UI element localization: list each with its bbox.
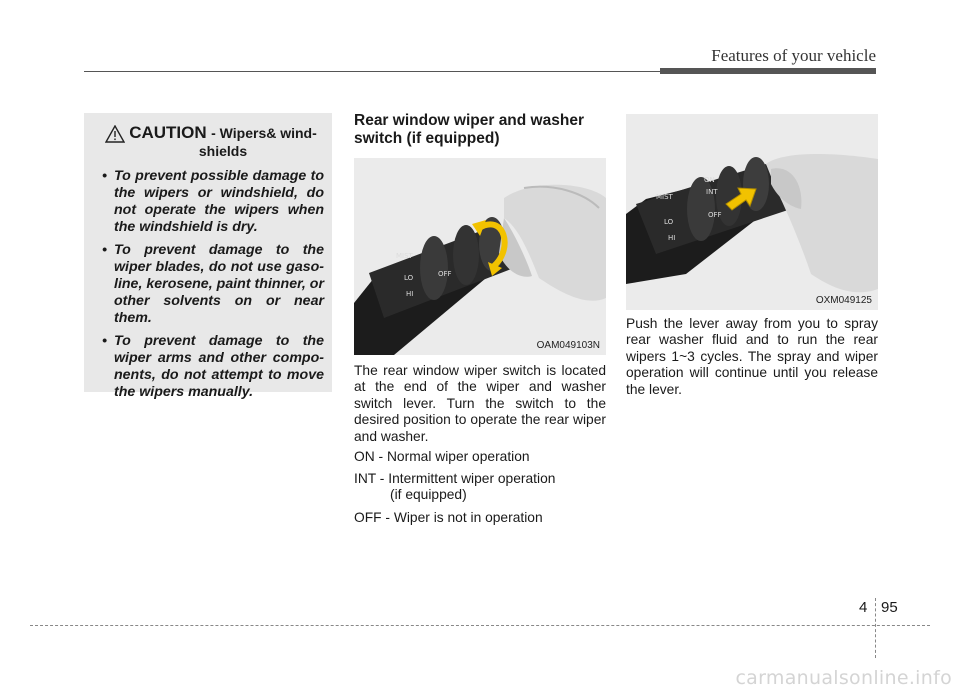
header-rule-thick <box>660 68 876 74</box>
figure-code: OAM049103N <box>536 340 600 351</box>
rear-wiper-description: The rear window wiper switch is located at the end of the wiper and washer switch lever. Turn the switch to the desired position to operate the rear wiper and washer. <box>354 363 606 444</box>
section-title: Features of your vehicle <box>711 46 876 65</box>
caution-topic-line1: - Wipers& wind- <box>211 125 317 141</box>
rear-wiper-heading: Rear window wiper and washer switch (if equipped) <box>354 112 584 147</box>
chapter-number: 4 <box>859 599 868 616</box>
caution-topic-line2: shields <box>198 143 248 159</box>
rear-wiper-switch-photo <box>354 158 606 355</box>
mode-on: ON - Normal wiper operation <box>354 449 530 464</box>
lo-label: LO <box>664 218 674 226</box>
caution-label: CAUTION <box>129 123 207 142</box>
int-label: INT <box>706 188 718 196</box>
watermark: carmanualsonline.info <box>735 667 952 689</box>
hi-label: HI <box>406 290 414 298</box>
figure-code: OXM049125 <box>815 295 872 306</box>
footer-rule <box>30 625 930 626</box>
mode-int: INT - Intermittent wiper operation (if equipped) <box>354 471 556 503</box>
off-label: OFF <box>708 211 722 219</box>
warning-icon <box>105 125 125 143</box>
off-label: OFF <box>438 270 452 278</box>
mist-label: MIST <box>656 193 673 201</box>
page-number: 95 <box>881 599 898 616</box>
caution-item: • To prevent damage to the wiper blades, do not use gaso-line, kerosene, paint thinner, or other solvents on or near them. <box>102 241 324 326</box>
rear-washer-description: Push the lever away from you to spray rear washer fluid and to run the rear wipers 1~3 cycles. The spray and wiper operation will continue until you release the lever. <box>626 316 878 397</box>
caution-item: • To prevent possible damage to the wipers or windshield, do not operate the wipers when the windshield is dry. <box>102 167 324 235</box>
mist-label: MIST <box>396 252 413 260</box>
caution-box <box>84 113 332 400</box>
header-rule <box>84 71 660 72</box>
caution-list <box>98 168 324 401</box>
caution-header <box>98 123 324 160</box>
on-label: ON <box>704 176 715 184</box>
lo-label: LO <box>404 274 414 282</box>
rear-washer-photo <box>626 114 878 310</box>
mode-off: OFF - Wiper is not in operation <box>354 510 543 525</box>
page-divider <box>875 598 876 658</box>
hi-label: HI <box>668 234 676 242</box>
caution-item: • To prevent damage to the wiper arms and other compo-nents, do not attempt to move the wipers manually. <box>102 332 324 400</box>
